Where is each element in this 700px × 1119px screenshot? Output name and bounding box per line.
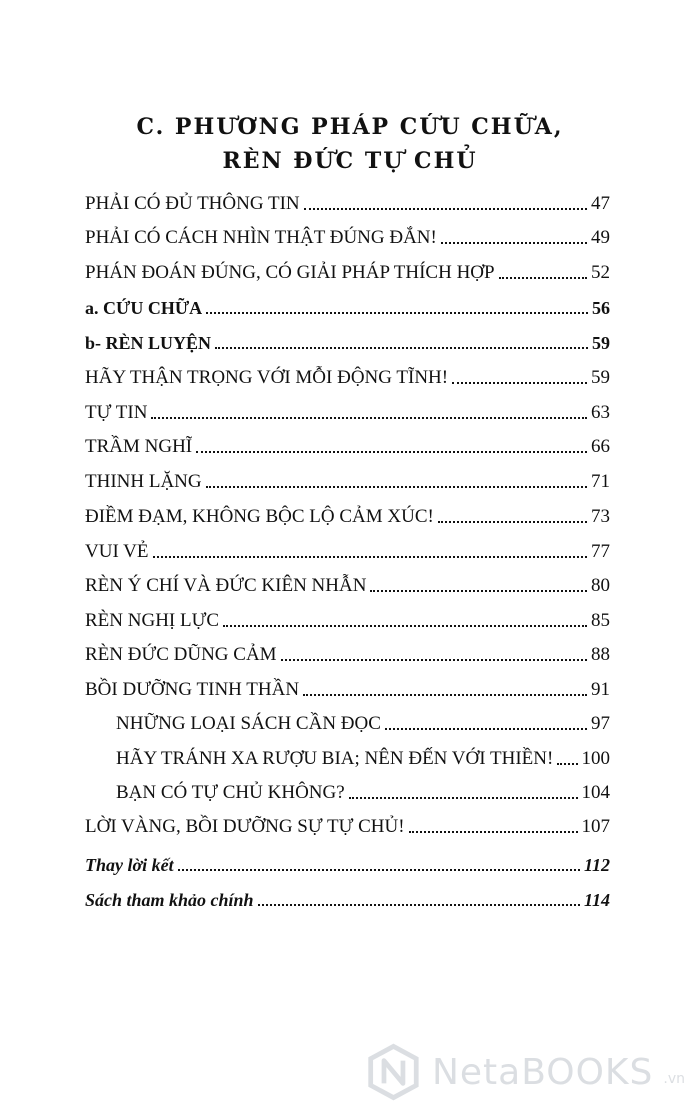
toc-entry-page: 80 [591, 575, 610, 596]
toc-entry-page: 97 [591, 713, 610, 734]
toc-entry-page: 59 [591, 367, 610, 388]
toc-entry-page: 73 [591, 506, 610, 527]
toc-entry-page: 88 [591, 644, 610, 665]
toc-leader-dots [349, 797, 578, 799]
toc-entry[interactable] [85, 391, 610, 425]
toc-leader-dots [151, 417, 587, 419]
toc-entry-page: 63 [591, 402, 610, 423]
toc-entry-title: a. CỨU CHỮA [85, 298, 203, 318]
toc-entry-page: 107 [581, 816, 610, 837]
section-heading-line2: RÈN ĐỨC TỰ CHỦ [222, 148, 478, 174]
toc-leader-dots [452, 382, 587, 384]
toc-entry-title: NHỮNG LOẠI SÁCH CẦN ĐỌC [116, 713, 381, 734]
toc-leader-dots [385, 728, 587, 730]
toc-entry-page: 77 [591, 541, 610, 562]
toc-entry[interactable] [85, 564, 610, 598]
netabooks-watermark [365, 1040, 685, 1104]
toc-entry-page: 56 [592, 298, 610, 318]
toc-leader-dots [499, 277, 587, 279]
toc-entry-page: 112 [583, 855, 610, 875]
toc-leader-dots [206, 486, 587, 488]
toc-entry-title: Sách tham khảo chính [85, 890, 254, 910]
toc-entry-page: 59 [592, 333, 610, 353]
toc-entry[interactable] [116, 737, 610, 771]
toc-leader-dots [215, 347, 588, 349]
toc-entry-title: ĐIỀM ĐẠM, KHÔNG BỘC LỘ CẢM XÚC! [85, 506, 434, 527]
toc-entry-title: TRẦM NGHĨ [85, 436, 193, 457]
toc-entry-title: BẠN CÓ TỰ CHỦ KHÔNG? [116, 782, 345, 803]
toc-leader-dots [153, 556, 587, 558]
toc-entry-page: 100 [581, 748, 610, 769]
toc-entry-title: PHÁN ĐOÁN ĐÚNG, CÓ GIẢI PHÁP THÍCH HỢP [85, 262, 495, 283]
watermark-brand: NetaBOOKS [431, 1051, 654, 1093]
toc-entry[interactable] [85, 425, 610, 459]
toc-leader-dots [409, 831, 578, 833]
toc-entry[interactable] [85, 216, 610, 250]
toc-entry-title: VUI VẺ [85, 541, 149, 562]
toc-entry-title: BỒI DƯỠNG TINH THẦN [85, 679, 300, 700]
toc-entry[interactable] [85, 599, 610, 633]
toc-leader-dots [438, 521, 587, 523]
toc-entry-page: 66 [591, 436, 610, 457]
toc-leader-dots [441, 242, 587, 244]
toc-entry-title: TỰ TIN [85, 402, 148, 423]
toc-entry[interactable] [116, 702, 610, 736]
hexagon-n-logo-icon [365, 1043, 422, 1101]
toc-leader-dots [258, 904, 580, 906]
toc-entry[interactable] [85, 495, 610, 529]
toc-entry-title: HÃY THẬN TRỌNG VỚI MỖI ĐỘNG TĨNH! [85, 367, 449, 388]
section-heading-line1: C. PHƯƠNG PHÁP CỨU CHỮA, [136, 114, 564, 140]
toc-leader-dots [206, 312, 588, 314]
toc-entry[interactable] [85, 805, 610, 839]
toc-leader-dots [223, 625, 587, 627]
toc-leader-dots [303, 694, 587, 696]
toc-entry[interactable] [85, 530, 610, 564]
toc-entry-page: 49 [591, 227, 610, 248]
toc-leader-dots [178, 869, 580, 871]
toc-entry-page: 85 [591, 610, 610, 631]
toc-entry-title: RÈN ĐỨC DŨNG CẢM [85, 644, 277, 665]
toc-entry[interactable] [116, 771, 610, 805]
toc-entry-page: 104 [581, 782, 610, 803]
toc-entry-title: b- RÈN LUYỆN [85, 333, 212, 353]
toc-entry-title: HÃY TRÁNH XA RƯỢU BIA; NÊN ĐẾN VỚI THIỀN! [116, 748, 554, 769]
toc-entry-page: 52 [591, 262, 610, 283]
toc-entry[interactable] [85, 286, 610, 320]
toc-entry-title: THINH LẶNG [85, 471, 202, 492]
toc-entry-page: 71 [591, 471, 610, 492]
toc-entry[interactable] [85, 633, 610, 667]
toc-leader-dots [370, 590, 587, 592]
toc-entry[interactable] [85, 460, 610, 494]
toc-entry-title: RÈN NGHỊ LỰC [85, 610, 220, 631]
toc-entry[interactable] [85, 878, 610, 912]
toc-entry-title: LỜI VÀNG, BỒI DƯỠNG SỰ TỰ CHỦ! [85, 816, 405, 837]
toc-entry-title: PHẢI CÓ ĐỦ THÔNG TIN [85, 193, 300, 214]
toc-leader-dots [196, 451, 587, 453]
toc-entry-page: 47 [591, 193, 610, 214]
toc-leader-dots [304, 208, 587, 210]
toc-entry-page: 91 [591, 679, 610, 700]
toc-entry-title: RÈN Ý CHÍ VÀ ĐỨC KIÊN NHẪN [85, 575, 367, 596]
toc-entry[interactable] [85, 356, 610, 390]
toc-entry[interactable] [85, 251, 610, 285]
toc-entry-title: PHẢI CÓ CÁCH NHÌN THẬT ĐÚNG ĐẮN! [85, 227, 437, 248]
toc-leader-dots [557, 763, 577, 765]
watermark-suffix: .vn [663, 1071, 685, 1087]
toc-entry[interactable] [85, 843, 610, 877]
toc-leader-dots [281, 659, 587, 661]
toc-entry[interactable] [85, 321, 610, 355]
toc-entry-title: Thay lời kết [85, 855, 174, 875]
toc-entry-page: 114 [583, 890, 610, 910]
toc-entry[interactable] [85, 182, 610, 216]
toc-entry[interactable] [85, 668, 610, 702]
